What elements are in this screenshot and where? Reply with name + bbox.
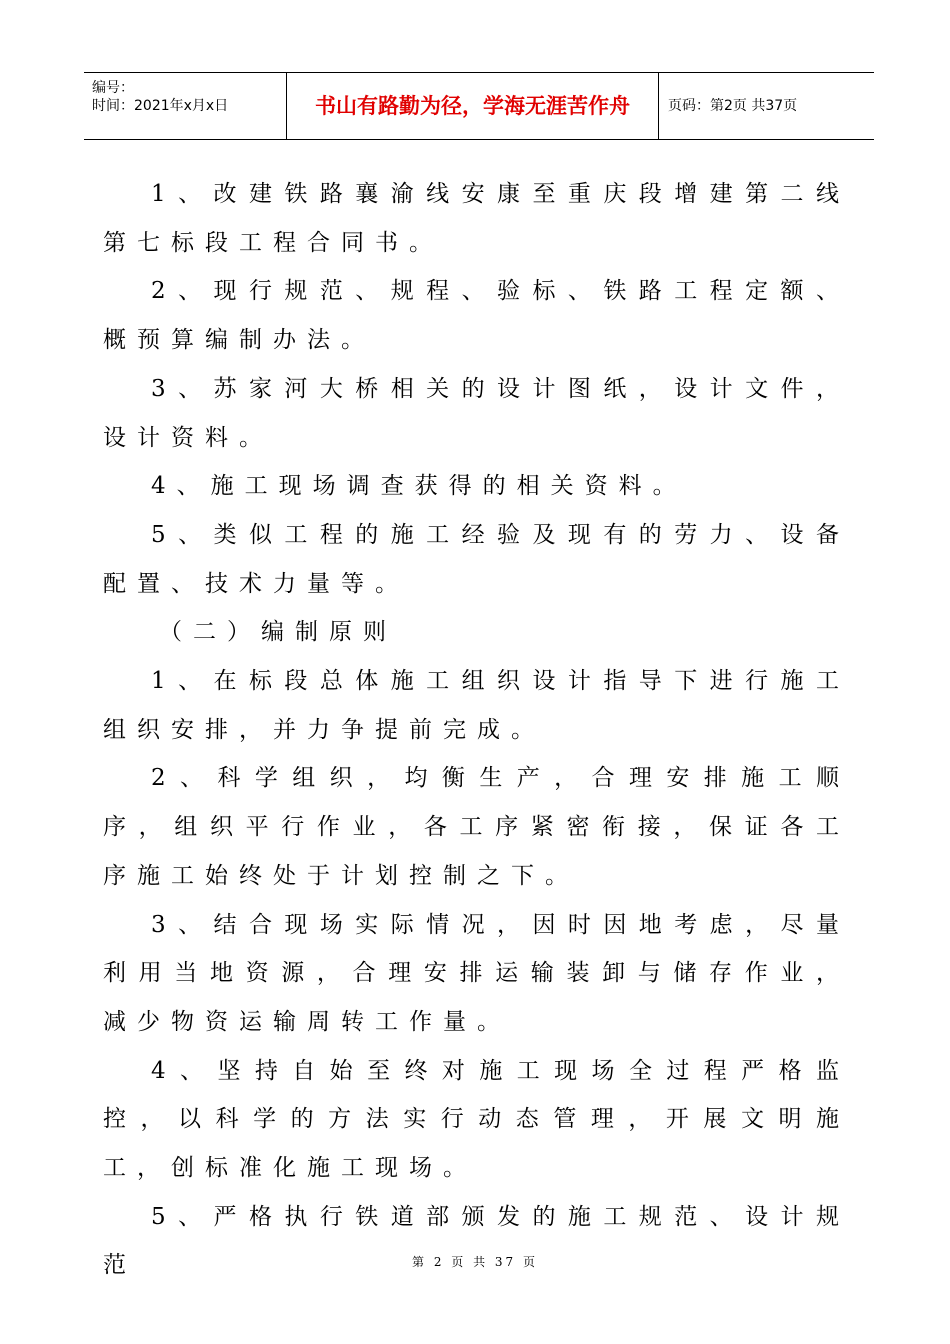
paragraph: 3、苏家河大桥相关的设计图纸，设计文件，设计资料。 (103, 375, 850, 451)
paragraph: 3、结合现场实际情况，因时因地考虑，尽量利用当地资源，合理安排运输装卸与储存作业，减少物资运输周转工作量。 (103, 911, 850, 1035)
paragraph: 5、类似工程的施工经验及现有的劳力、设备配置、技术力量等。 (103, 521, 850, 597)
header-motto: 书山有路勤为径，学海无涯苦作舟 (315, 94, 630, 118)
document-body (103, 170, 850, 1290)
paragraph: 2、科学组织，均衡生产，合理安排施工顺序，组织平行作业，各工序紧密衔接，保证各工序施工始终处于计划控制之下。 (103, 765, 850, 889)
paragraph: 1、在标段总体施工组织设计指导下进行施工组织安排，并力争提前完成。 (103, 668, 850, 743)
serial-label: 编号： (92, 80, 134, 96)
header-divider (658, 73, 659, 139)
paragraph: 1、改建铁路襄渝线安康至重庆段增建第二线第七标段工程合同书。 (103, 181, 850, 256)
paragraph: 4、施工现场调查获得的相关资料。 (151, 473, 687, 500)
page-footer: 第 2 页 共 37 页 (412, 1255, 538, 1269)
page-header (84, 72, 874, 140)
paragraph: 5、严格执行铁道部颁发的施工规范、设计规范 (103, 1203, 850, 1279)
header-page-info: 页码：第2页 共37页 (668, 98, 798, 114)
paragraph: 2、现行规范、规程、验标、铁路工程定额、概预算编制办法。 (103, 278, 850, 354)
header-meta (92, 79, 228, 115)
section-heading: （二）编制原则 (159, 619, 397, 646)
time-label: 时间：2021年x月x日 (92, 98, 229, 114)
paragraph: 4、坚持自始至终对施工现场全过程严格监控，以科学的方法实行动态管理，开展文明施工，创标准化施工现场。 (103, 1057, 850, 1182)
